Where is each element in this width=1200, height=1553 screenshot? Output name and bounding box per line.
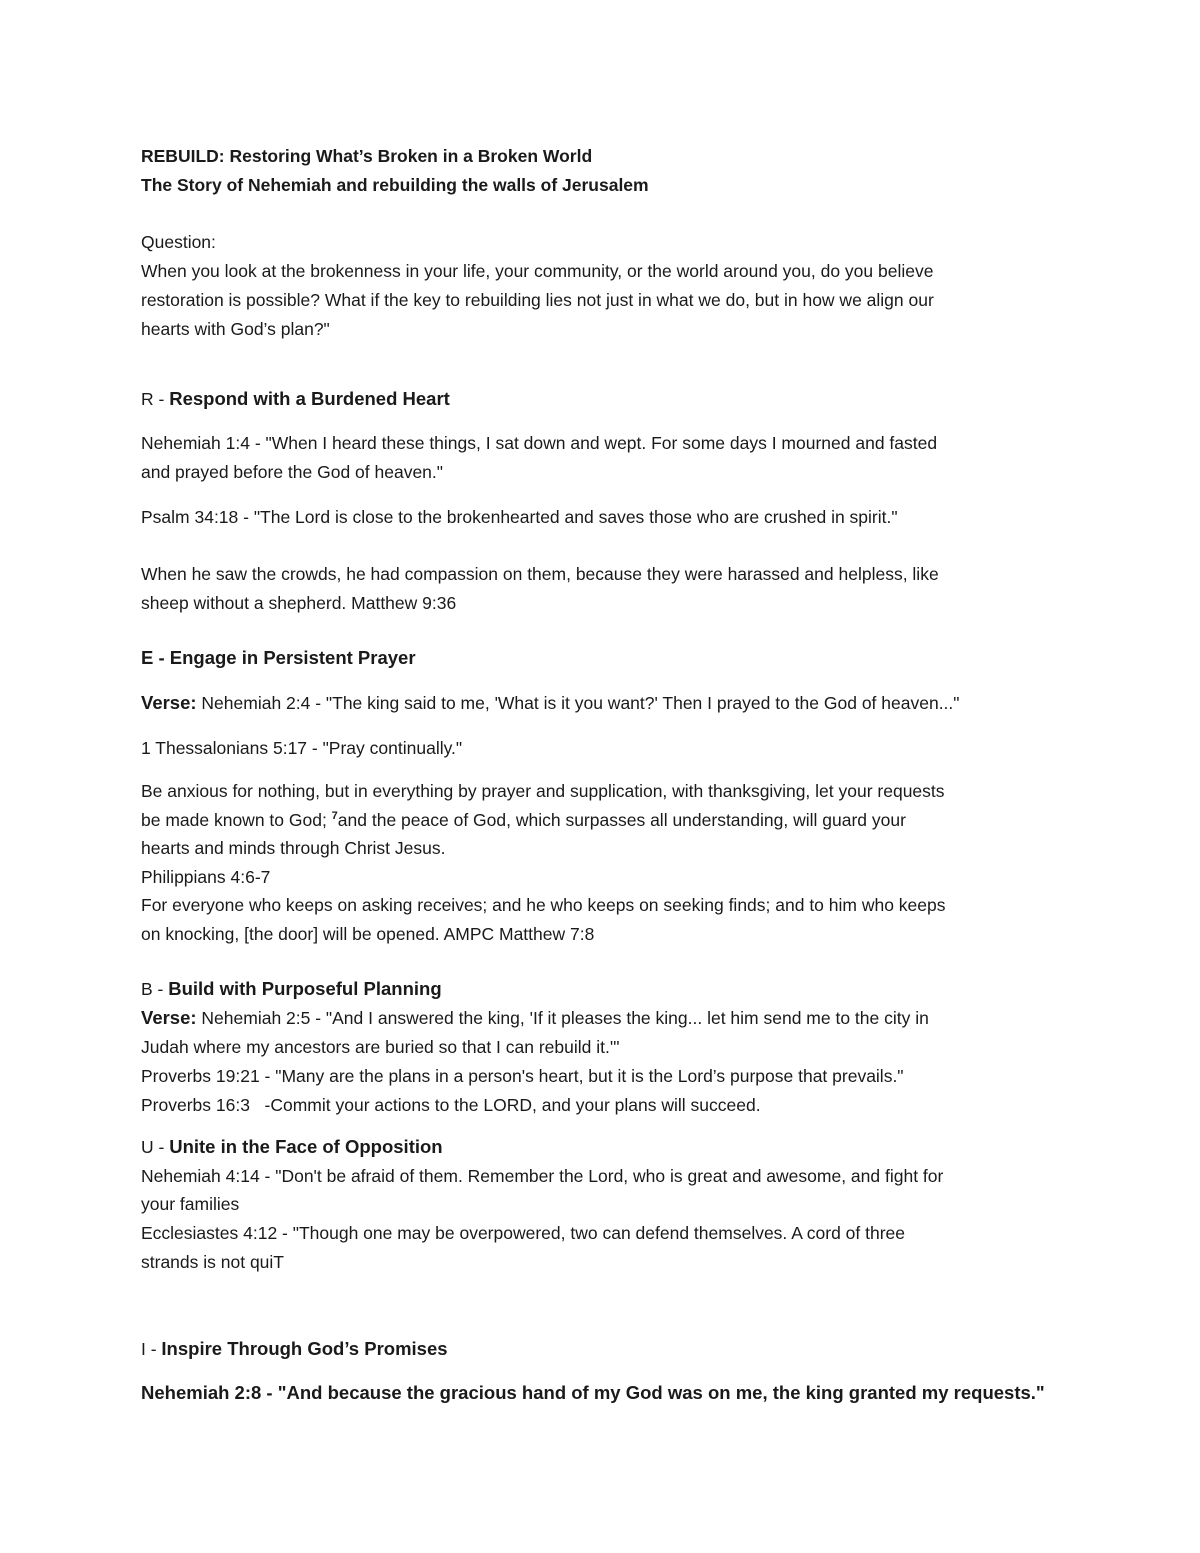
- verse-text: and the peace of God, which surpasses all understanding, will guard your: [337, 810, 906, 830]
- verse-label: Verse:: [141, 1007, 197, 1028]
- question-line: When you look at the brokenness in your life, your community, or the world around you, do you believe: [141, 261, 934, 281]
- verse-line: Proverbs 16:3 -Commit your actions to the LORD, and your plans will succeed.: [141, 1095, 761, 1115]
- section-heading-b: [141, 975, 1071, 1003]
- verse-line: Nehemiah 2:8 - "And because the gracious hand of my God was on me, the king granted my requests.": [141, 1382, 1045, 1403]
- question-label: Question:: [141, 232, 216, 252]
- section-heading-i: [141, 1335, 1071, 1363]
- verse-text: Nehemiah 2:5 - "And I answered the king, 'If it pleases the king... let him send me to the city in: [196, 1008, 929, 1028]
- document-subtitle: The Story of Nehemiah and rebuilding the walls of Jerusalem: [141, 175, 649, 195]
- verse-line: For everyone who keeps on asking receives; and he who keeps on seeking finds; and to him who keeps: [141, 895, 946, 915]
- section-title: Unite in the Face of Opposition: [169, 1136, 443, 1157]
- section-heading-u: [141, 1133, 1071, 1161]
- section-letter: U -: [141, 1137, 170, 1157]
- section-letter: R -: [141, 389, 170, 409]
- footnote-number: 7: [331, 810, 338, 822]
- question-line: restoration is possible? What if the key to rebuilding lies not just in what we do, but in how we align our: [141, 290, 934, 310]
- section-letter: I -: [141, 1339, 162, 1359]
- verse-line: [141, 1004, 1071, 1032]
- section-heading-e: E - Engage in Persistent Prayer: [141, 647, 416, 668]
- verse-line: Nehemiah 4:14 - "Don't be afraid of them. Remember the Lord, who is great and awesome, and fight for: [141, 1166, 944, 1186]
- verse-label: Verse:: [141, 692, 197, 713]
- verse-line: [141, 689, 1071, 717]
- verse-line: Ecclesiastes 4:12 - "Though one may be overpowered, two can defend themselves. A cord of three: [141, 1223, 906, 1243]
- verse-text: be made known to God;: [141, 810, 332, 830]
- document-title: REBUILD: Restoring What’s Broken in a Broken World: [141, 146, 593, 166]
- verse-line: 1 Thessalonians 5:17 - "Pray continually.": [141, 738, 463, 758]
- verse-line: Be anxious for nothing, but in everything by prayer and supplication, with thanksgiving, let your requests: [141, 781, 945, 801]
- verse-line: and prayed before the God of heaven.": [141, 462, 443, 482]
- verse-text: Nehemiah 2:4 - "The king said to me, 'What is it you want?' Then I prayed to the God of heaven...": [196, 693, 960, 713]
- verse-line: When he saw the crowds, he had compassion on them, because they were harassed and helpless, like: [141, 564, 939, 584]
- verse-line: sheep without a shepherd. Matthew 9:36: [141, 593, 457, 613]
- verse-line: [141, 806, 1071, 834]
- verse-line: hearts and minds through Christ Jesus.: [141, 838, 446, 858]
- section-title: Build with Purposeful Planning: [168, 978, 442, 999]
- section-heading-r: [141, 385, 1071, 413]
- verse-line: Psalm 34:18 - "The Lord is close to the brokenhearted and saves those who are crushed in spirit.": [141, 507, 898, 527]
- verse-line: strands is not quiT: [141, 1252, 284, 1272]
- verse-reference: Philippians 4:6-7: [141, 867, 271, 887]
- verse-line: your families: [141, 1194, 240, 1214]
- verse-line: Proverbs 19:21 - "Many are the plans in a person's heart, but it is the Lord’s purpose that prevails.": [141, 1066, 904, 1086]
- verse-line: Judah where my ancestors are buried so that I can rebuild it.'": [141, 1037, 620, 1057]
- section-title: Respond with a Burdened Heart: [169, 388, 450, 409]
- verse-line: on knocking, [the door] will be opened. AMPC Matthew 7:8: [141, 924, 595, 944]
- section-title: Inspire Through God’s Promises: [161, 1338, 448, 1359]
- question-line: hearts with God’s plan?": [141, 319, 330, 339]
- section-letter: B -: [141, 979, 169, 999]
- verse-line: Nehemiah 1:4 - "When I heard these things, I sat down and wept. For some days I mourned and fasted: [141, 433, 938, 453]
